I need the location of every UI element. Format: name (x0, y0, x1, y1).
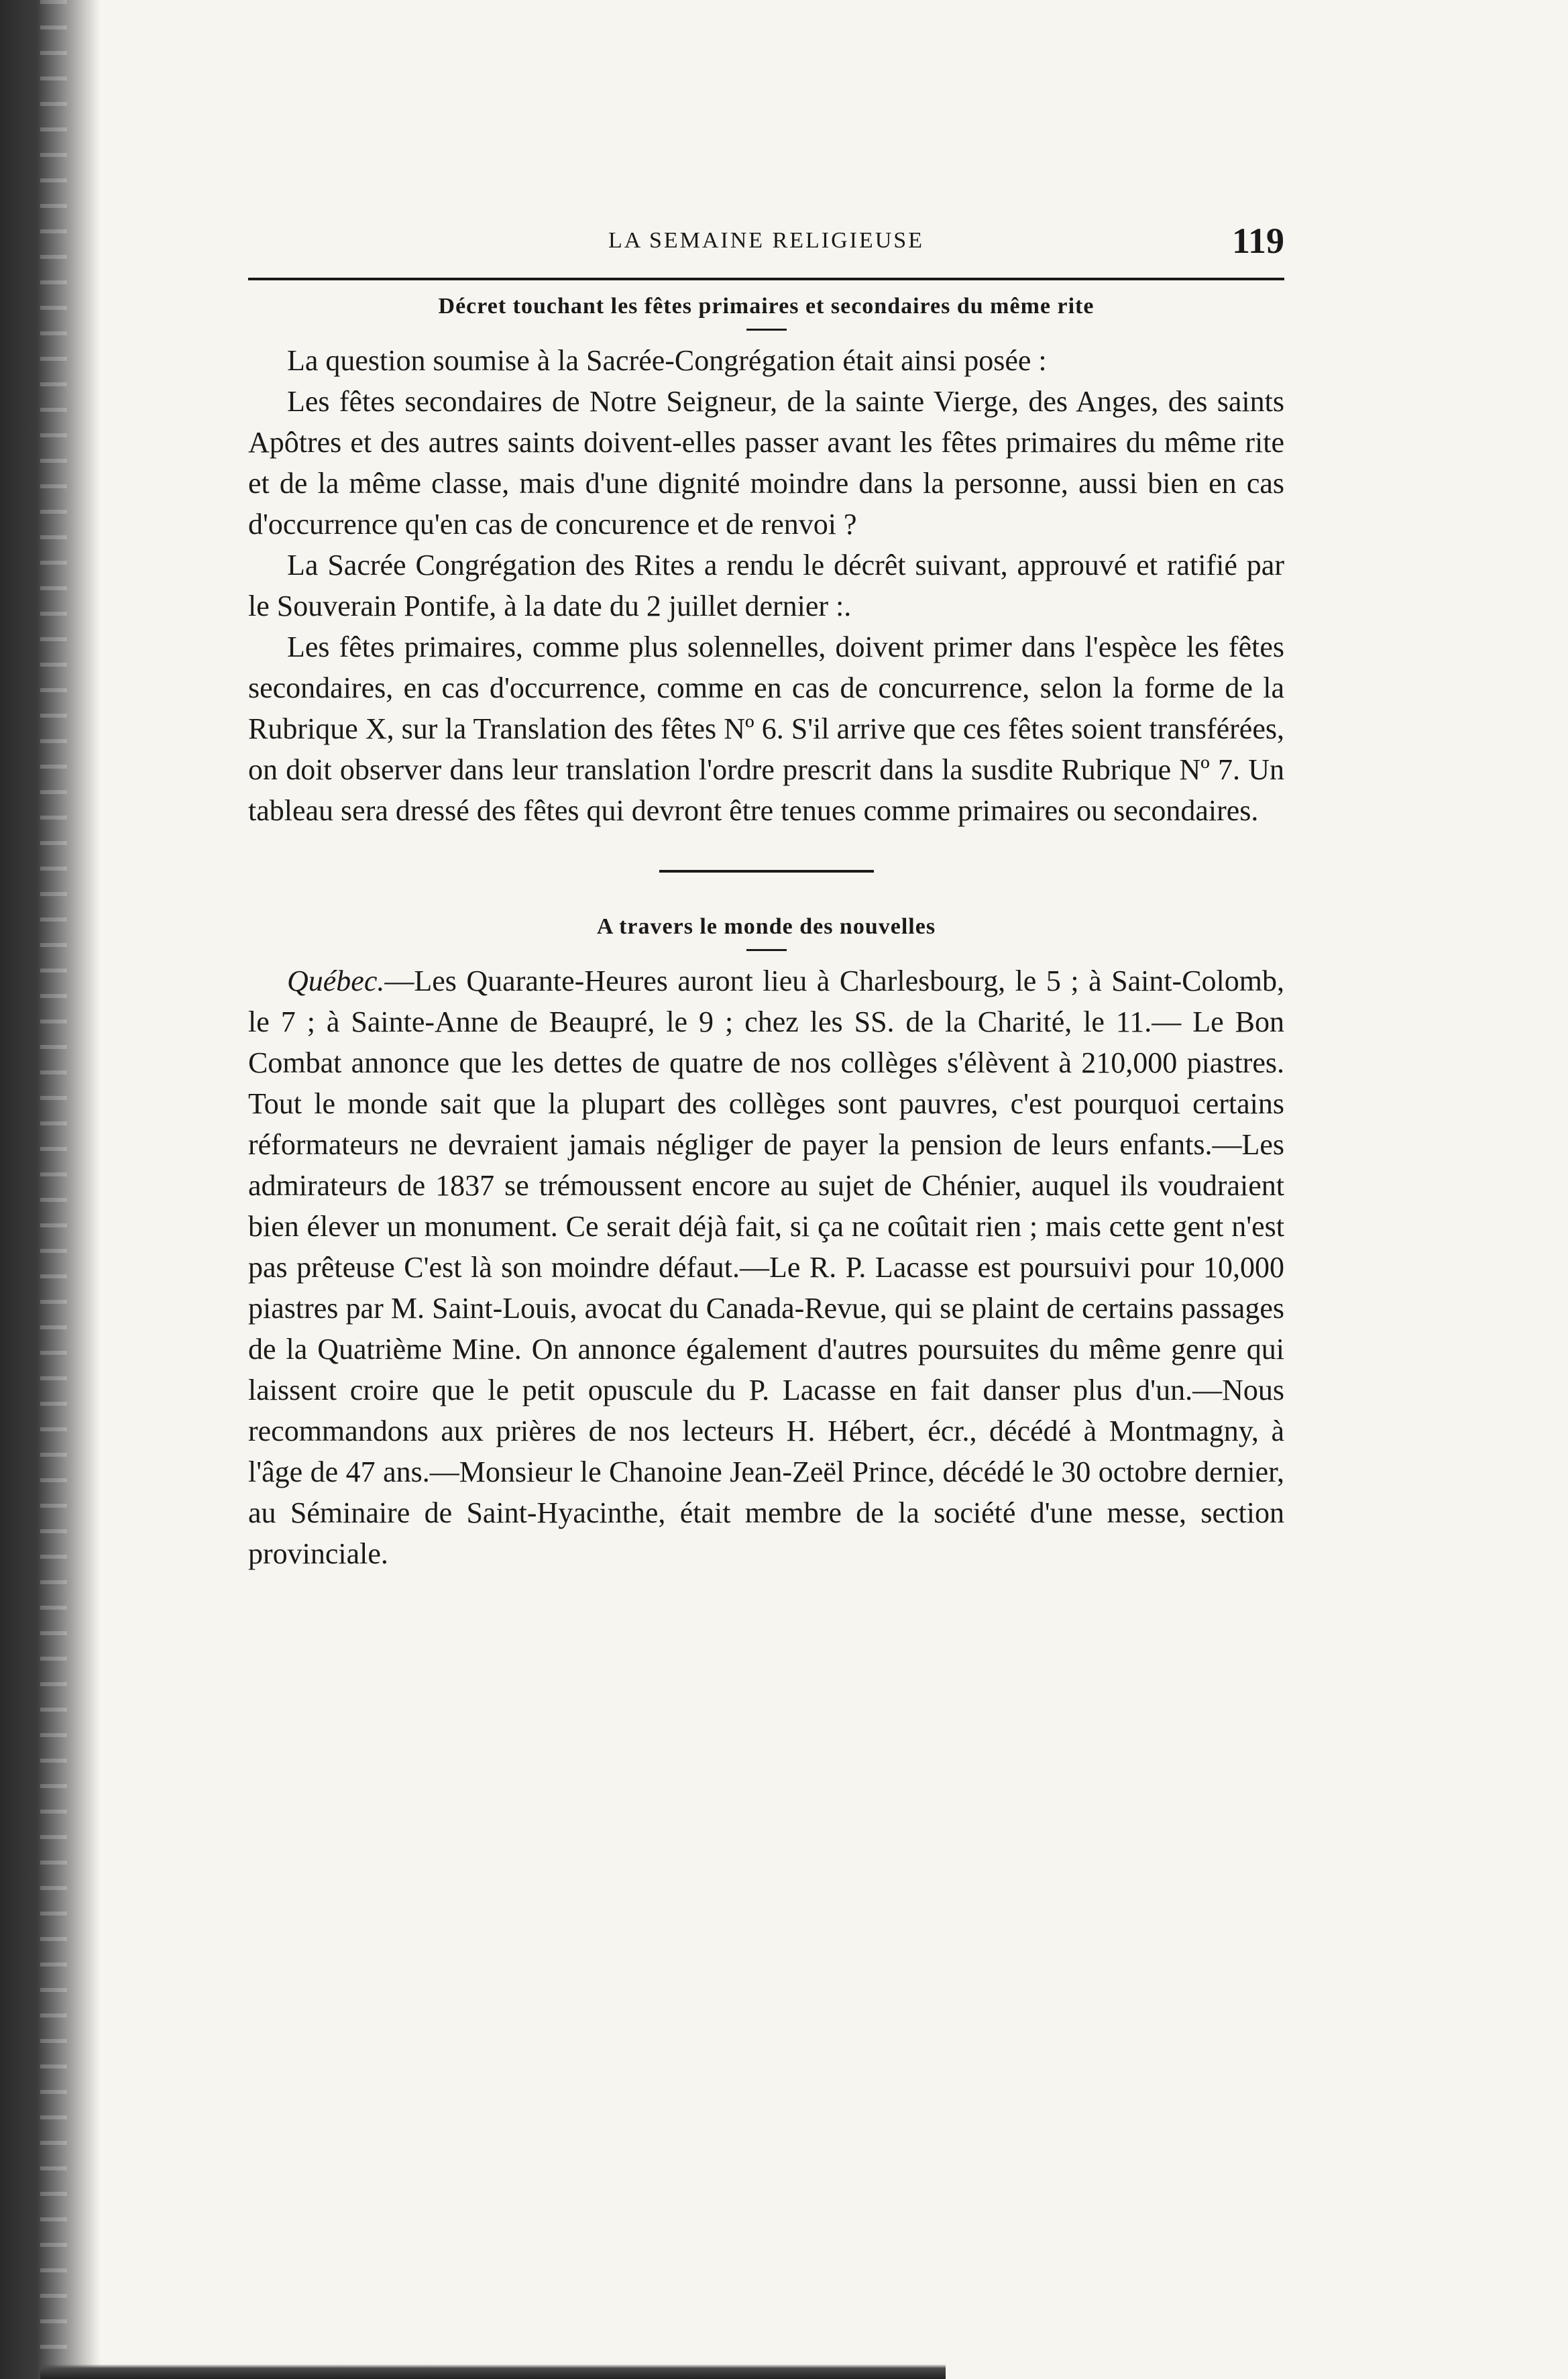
news-body: —Les Quarante-Heures auront lieu à Charlesbourg, le 5 ; à Saint-Colomb, le 7 ; à Sainte-Anne de Beaupré, le 9 ; chez les SS. de la Charité, le 11.— Le Bon Combat annonce que les dettes de quatre de nos collèges s'élèvent à 210,000 piastres. Tout le monde sait que la plupart des collèges sont pauvres, c'est pourquoi certains réformateurs ne devraient jamais négliger de payer la pension de leurs enfants.—Les admirateurs de 1837 se trémoussent encore au sujet de Chénier, auquel ils voudraient bien élever un monument. Ce serait déjà fait, si ça ne coûtait rien ; mais cette gent n'est pas prêteuse C'est là son moindre défaut.—Le R. P. Lacasse est poursuivi pour 10,000 piastres par M. Saint-Louis, avocat du Canada-Revue, qui se plaint de certains passages de la Quatrième Mine. On annonce également d'autres poursuites du même genre qui laissent croire que le petit opuscule du P. Lacasse en fait danser plus d'un.—Nous recommandons aux prières de nos lecteurs H. Hébert, écr., décédé à Montmagny, à l'âge de 47 ans.—Monsieur le Chanoine Jean-Zeël Prince, décédé le 30 octobre dernier, au Séminaire de Saint-Hyacinthe, était membre de la société d'une messe, section provinciale. (248, 964, 1284, 1570)
title-dash (746, 329, 787, 331)
decree-paragraph-1: La question soumise à la Sacrée-Congrégation était ainsi posée : (287, 344, 1047, 377)
decree-paragraph-3: La Sacrée Congrégation des Rites a rendu le décrêt suivant, approuvé et ratifié par le Souverain Pontife, à la date du 2 juillet dernier :. (248, 549, 1284, 622)
decree-title: Décret touchant les fêtes primaires et secondaires du même rite (438, 294, 1095, 319)
binding-texture (40, 0, 67, 2379)
news-title: A travers le monde des nouvelles (596, 914, 936, 939)
section-divider (659, 870, 874, 873)
header-rule (248, 278, 1284, 280)
news-paragraph (248, 960, 1284, 1574)
news-title-dash (746, 949, 787, 951)
page-content (248, 215, 1284, 1574)
page-number: 119 (1231, 221, 1284, 261)
news-lead-place: Québec. (287, 964, 385, 997)
page-bottom-edge (40, 2364, 946, 2379)
decree-paragraph-4: Les fêtes primaires, comme plus solennelles, doivent primer dans l'espèce les fêtes secondaires, en cas d'occurrence, comme en cas de concurrence, selon la forme de la Rubrique X, sur la Translation des fêtes Nº 6. S'il arrive que ces fêtes soient transférées, on doit observer dans leur translation l'ordre prescrit dans la susdite Rubrique Nº 7. Un tableau sera dressé des fêtes qui devront être tenues comme primaires ou secondaires. (248, 630, 1284, 827)
running-head (248, 215, 1284, 275)
running-title: LA SEMAINE RELIGIEUSE (608, 228, 924, 253)
decree-paragraph-2: Les fêtes secondaires de Notre Seigneur, de la sainte Vierge, des Anges, des saints Apôtres et des autres saints doivent-elles passer avant les fêtes primaires du même rite et de la même classe, mais d'une dignité moindre dans la personne, aussi bien en cas d'occurrence qu'en cas de concurence et de renvoi ? (248, 385, 1284, 541)
